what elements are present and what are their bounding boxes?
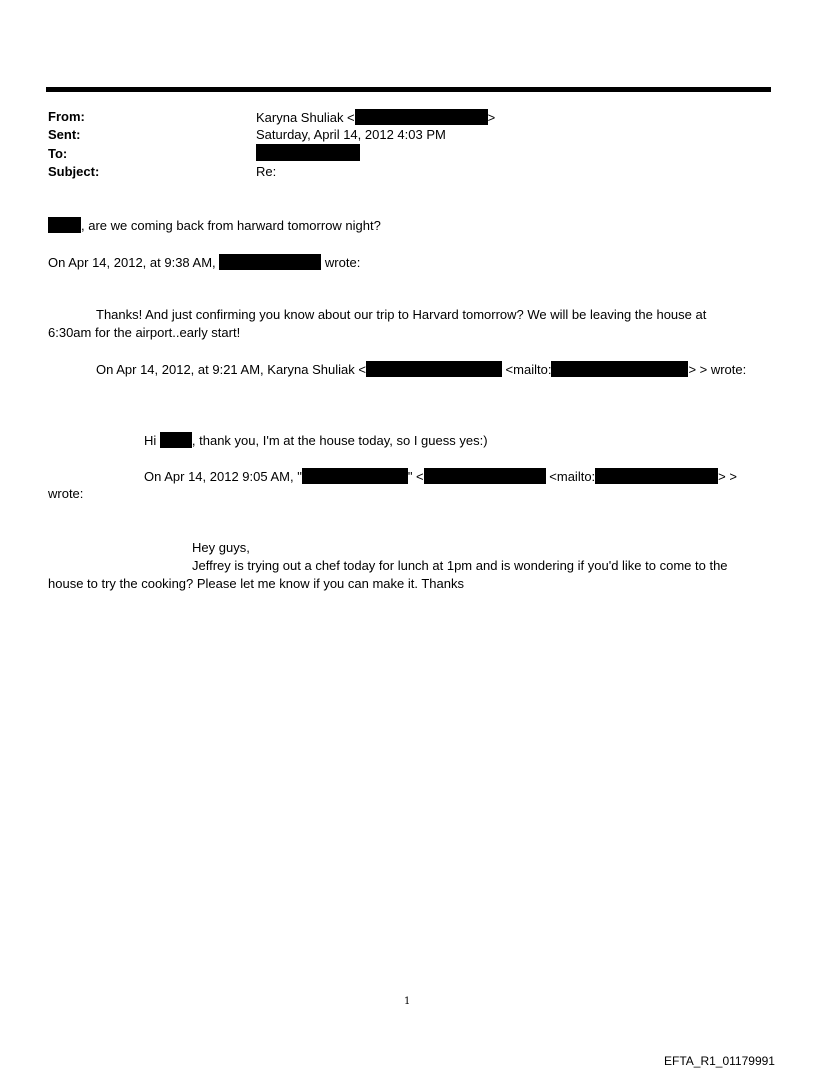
quote-header-2 [96,361,746,377]
redaction-box [424,468,546,484]
body-text: , are we coming back from harward tomorrow night? [81,218,381,233]
quote-header-3-wrote: wrote: [48,486,84,501]
redaction-box [302,468,408,484]
redaction-box [48,217,81,233]
body-text: , thank you, I'm at the house today, so I guess yes:) [191,433,488,448]
redaction-box [160,432,192,448]
subject-value: Re: [256,164,277,179]
from-close: > [487,110,496,125]
page-number: 1 [404,996,411,1007]
from-name: Karyna Shuliak < [256,110,355,125]
body-line-1 [48,217,381,233]
quote-text: wrote: [324,255,361,270]
quote-header-3 [144,468,737,484]
redaction-box [355,109,488,125]
redaction-box [256,144,360,161]
document-id: EFTA_R1_01179991 [664,1054,775,1068]
paragraph-1-line-2: 6:30am for the airport..early start! [48,325,241,340]
quote-text: > > [718,469,737,484]
subject-label: Subject: [48,164,100,179]
quote-text: On Apr 14, 2012, at 9:21 AM, Karyna Shuliak < [96,362,366,377]
quote-text: <mailto: [549,469,596,484]
sent-value: Saturday, April 14, 2012 4:03 PM [256,127,446,142]
quote-text: " < [407,469,424,484]
redaction-box [595,468,718,484]
paragraph-2-line-2: house to try the cooking? Please let me know if you can make it. Thanks [48,576,464,591]
paragraph-1-line-1: Thanks! And just confirming you know about our trip to Harvard tomorrow? We will be leaving the house at [96,307,707,322]
quote-text: On Apr 14, 2012, at 9:38 AM, [48,255,216,270]
redaction-box [219,254,321,270]
hi-line [144,432,488,448]
from-label: From: [48,109,85,124]
header-rule [46,87,771,92]
from-value [256,109,495,125]
quote-text: <mailto: [505,362,552,377]
paragraph-2-line-1: Jeffrey is trying out a chef today for lunch at 1pm and is wondering if you'd like to come to the [192,558,728,573]
to-label: To: [48,146,68,161]
sent-label: Sent: [48,127,81,142]
body-text: Hi [144,433,157,448]
quote-text: On Apr 14, 2012 9:05 AM, " [144,469,302,484]
greeting: Hey guys, [192,540,250,555]
redaction-box [551,361,688,377]
redaction-box [366,361,502,377]
to-value [256,144,360,161]
quote-header-1 [48,254,360,270]
quote-text: > > wrote: [688,362,747,377]
